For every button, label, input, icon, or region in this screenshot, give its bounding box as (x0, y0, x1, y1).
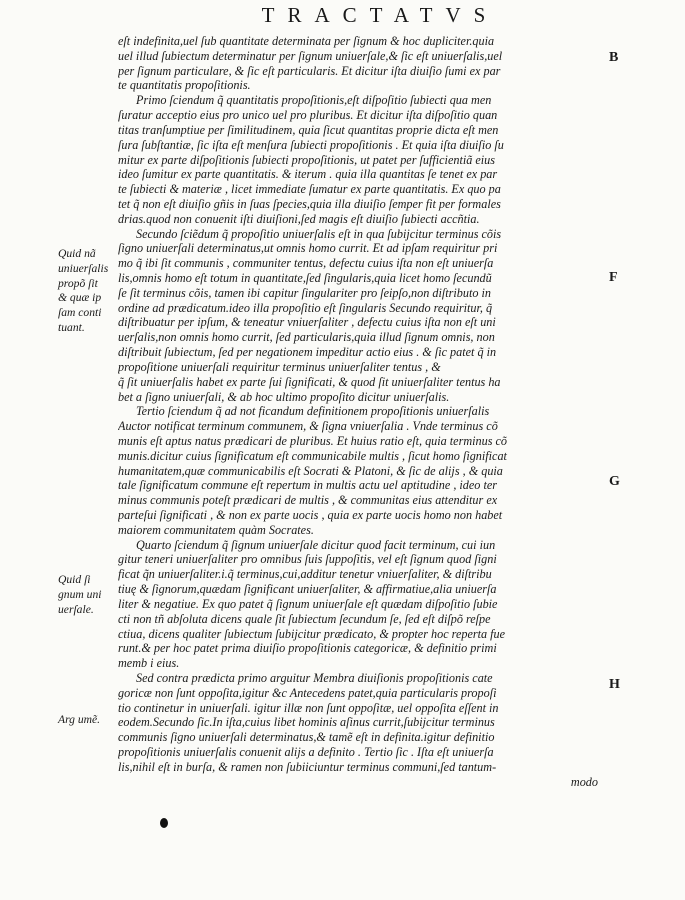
margin-note-line: ſam conti (58, 306, 102, 320)
text-line: eſt indefinita,uel ſub quantitate determinata per ſignum & hoc dupliciter.quia (118, 34, 495, 48)
text-line: ſura ſubſtantiæ, ſic iſta eſt menſura ſubiecti propoſitionis . Et quia iſta diuiſio ſu (118, 137, 504, 152)
text-line: minus communis poteſt prædicari de multis , & communitas eius attenditur ex (118, 493, 498, 508)
text-line: cti non tñ abſoluta dicens quale ſit ſubiectum ſecundum ſe, ſed eſt diſpõ reſpe (118, 611, 491, 626)
text-line: tio continetur in uniuerſali. igitur illæ non ſunt oppoſitæ, uel oppoſita eſſent in (118, 700, 499, 715)
margin-note-line: uniuerſalis (58, 261, 109, 275)
main-text (118, 34, 598, 789)
text-line: ideo ſumitur ex parte quantitatis. & iterum . quia illa quantitas ſe tenet ex par (118, 167, 498, 182)
text-line: lis,omnis homo eſt totum in quantitate,ſed ſingularis,quia licet homo ſecundũ (118, 271, 492, 285)
text-line: tale ſignificatum commune eſt repertum in multis actu uel aptitudine , ideo ter (118, 478, 497, 493)
text-line: maiorem communitatem quàm Socrates. (118, 522, 314, 537)
text-line: bet a ſigno uniuerſali, & ab hoc ultimo propoſito dicitur uniuerſalis. (118, 389, 450, 404)
text-line: Auctor notificat terminum communem, & ſigna vniuerſalia . Vnde terminus cõ (118, 419, 498, 434)
text-line: te ſubiecti & materiæ , licet immediate ſumatur ex parte quantitatis. Ex quo pa (118, 182, 501, 197)
text-line: diſtribuit ſubiectum, ſed per negationem impeditur actio eius . & ſic patet q̃ in (118, 345, 497, 360)
text-line: humanitatem,quæ communicabilis eſt Socrati & Platoni, & ſic de alijs , & quia (118, 463, 503, 478)
text-line: q̃ ſit uniuerſalis habet ex parte ſui ſignificati, & quod ſit uniuerſaliter tentus ha (118, 374, 501, 389)
ink-blot (160, 818, 168, 828)
text-line: tiuę & ſignorum,quædam ſignificant uniuerſaliter, & affirmatiue,alia uniuerſa (118, 582, 497, 597)
text-line: mitur ex parte diſpoſitionis ſubiecti propoſitionis, ut patet per ſufficientiã eius (118, 152, 495, 167)
text-line: Secundo ſciẽdum q̃ propoſitio uniuerſalis eſt in qua ſubijcitur terminus cõis (136, 226, 502, 241)
text-line: ſuratur acceptio eius pro unico uel pro pluribus. Et dicitur iſta diſpoſitio quan (118, 108, 498, 123)
text-line: titas tranſumptiue per ſimilitudinem, quia ſicut quantitas proprie dicta eſt men (118, 122, 499, 137)
text-line: propoſitionis uniuerſalis conuenit alijs a definito . Tertio ſic . Iſta eſt uniuerſa (118, 745, 494, 759)
text-line: te quantitatis propoſitionis. (118, 78, 251, 93)
margin-note-line: tuant. (58, 321, 85, 335)
text-line: mo q̃ ibi ſit communis , communiter tentus, defectu cuius iſta non eſt uniuerſa (118, 256, 494, 271)
text-line: runt.& per hoc patet prima diuiſio propoſitionis categoricæ, & definitio primi (118, 641, 497, 656)
text-line: eodem.Secundo ſic.In iſta,cuius libet hominis aſinus currit,ſubijcitur terminus (118, 715, 495, 730)
text-line: ordine ad prædicatum.ideo illa propoſitio eſt ſingularis Secundo requiritur, q̃ (118, 300, 493, 315)
text-line: ctiua, dicens qualiter ſubiectum ſubijcitur prædicato, & propter hoc reperta fue (118, 626, 506, 641)
text-line: propoſitione uniuerſali requiritur terminus uniuerſaliter tentus , & (118, 359, 441, 374)
text-line: gitur teneri uniuerſaliter pro omnibus ſuis ſuppoſitis, vel eſt ſignum quod ſigni (118, 552, 497, 567)
margin-note-line: Quid nã (58, 247, 96, 260)
text-line: ficat q̃n uniuerſaliter.i.q̃ terminus,cui,additur tenetur vniuerſaliter, & diſtribu (118, 567, 492, 582)
text-line: goricæ non ſunt oppoſita,igitur &c Antecedens patet,quia particularis propoſi (118, 685, 497, 700)
text-line: liter & negatiue. Ex quo patet q̃ ſignum uniuerſale eſt quædam diſpoſitio ſubie (118, 596, 498, 611)
margin-letter: G (609, 474, 620, 489)
text-line: diſtribuatur per ipſum, & teneatur vniuerſaliter , defectu cuius iſta non eſt uni (118, 315, 496, 330)
text-line: communis ſigno uniuerſali determinatus,& tamẽ eſt in definita.igitur definitio (118, 730, 495, 745)
margin-letter: B (609, 50, 619, 65)
margin-letter: H (609, 677, 620, 692)
text-line: lis,nihil eſt in burſa, & ramen non ſubiiciuntur terminus communi,ſed tantum- (118, 759, 497, 774)
text-line: parteſui ſignificati , & non ex parte uocis , quia ex parte uocis homo non habet (118, 508, 503, 522)
text-line: memb i eius. (118, 656, 180, 671)
text-line: Sed contra prædicta primo arguitur Membra diuiſionis propoſitionis cate (136, 670, 493, 685)
text-line: per ſignum particulare, & ſic eſt particularis. Et dicitur iſta diuiſio ſumi ex par (118, 63, 501, 78)
running-header: TRACTATVS (261, 3, 499, 27)
margin-note-line: gnum uni (58, 587, 102, 601)
margin-note (58, 713, 118, 728)
margin-note-line: Quid ſi (58, 573, 91, 586)
margin-letter: F (609, 270, 618, 285)
text-line: uerſalis,non omnis homo currit, ſed particularis,quia illud ſignum omnis, non (118, 330, 495, 345)
margin-note-line: & quæ ip (58, 291, 102, 305)
text-line: Tertio ſciendum q̃ ad not ficandum definitionem propoſitionis uniuerſalis (136, 404, 490, 419)
text-line: modo (570, 774, 598, 789)
text-line: uel illud ſubiectum determinatur per ſignum uniuerſale,& ſic eſt uniuerſalis,uel (118, 48, 503, 63)
margin-note (58, 247, 118, 336)
margin-note (58, 573, 118, 617)
text-line: drias.quod non conuenit iſti diuiſioni,ſed magis eſt diuiſio ſubiecti accñtia. (118, 211, 480, 226)
margin-note-line: Arg umẽ. (58, 713, 101, 726)
margin-note-line: propõ ſit (58, 276, 98, 290)
text-line: ſe ſit terminus cõis, tamen ibi capitur ſingulariter pro ſeipſo,non diſtributo in (118, 285, 491, 300)
text-line: Quarto ſciendum q̃ ſignum uniuerſale dicitur quod facit terminum, cui iun (136, 537, 496, 552)
text-line: tet q̃ non eſt diuiſio gñis in ſuas ſpecies,quia illa diuiſio ſemper fit per formales (118, 196, 501, 211)
margin-note-line: uerſale. (58, 602, 94, 616)
text-line: ſigno uniuerſali determinatus,ut omnis homo currit. Et ad ipſam requiritur pri (118, 241, 498, 256)
text-line: munis.dicitur cuius ſignificatum eſt communicabile multis , ſicut homo ſignificat (118, 448, 507, 463)
text-line: munis eſt aptus natus prædicari de pluribus. Et huius ratio eſt, quia terminus cõ (118, 433, 507, 448)
text-line: Primo ſciendum q̃ quantitatis propoſitionis,eſt diſpoſitio ſubiecti qua men (136, 93, 492, 108)
